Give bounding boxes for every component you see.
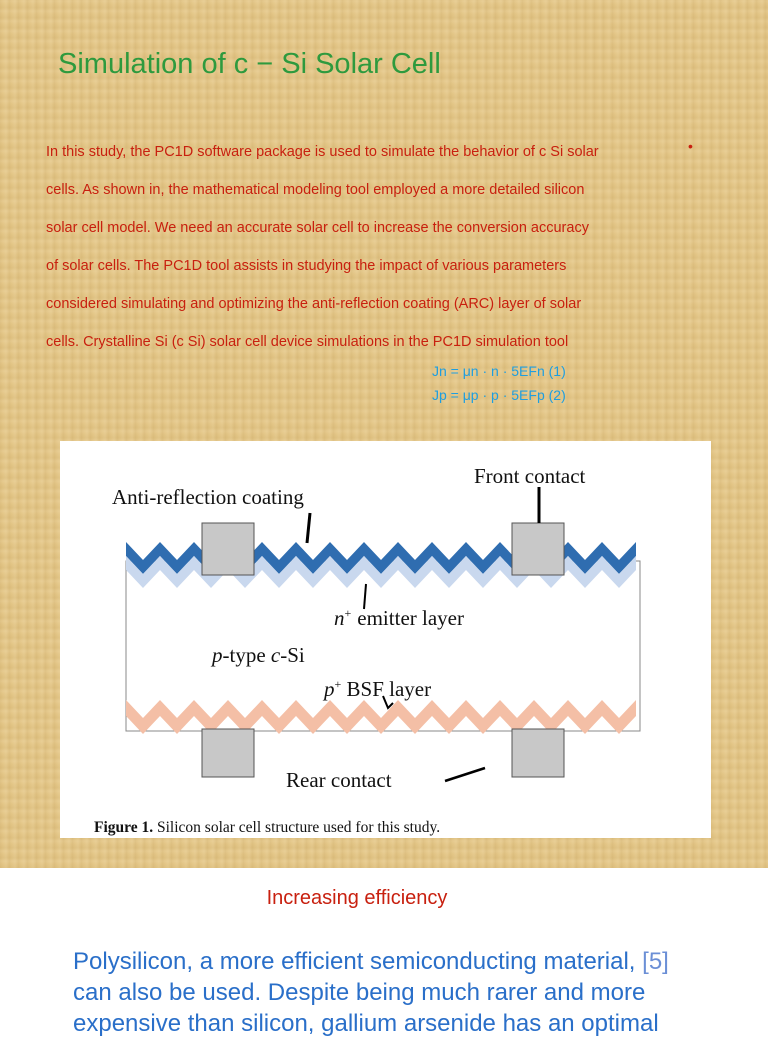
section-subtitle: Increasing efficiency bbox=[266, 887, 448, 909]
body-line: expensive than silicon, gallium arsenide has an optimal bbox=[73, 1010, 659, 1037]
body-paragraph bbox=[73, 946, 723, 1039]
paragraph-line: considered simulating and optimizing the anti-reflection coating (ARC) layer of solar bbox=[46, 296, 582, 312]
equation-jn: Jn = μn · n · 5EFn (1) bbox=[432, 363, 566, 379]
paragraph-line: solar cell model. We need an accurate solar cell to increase the conversion accuracy bbox=[46, 220, 589, 236]
rear-contact-right bbox=[512, 729, 564, 777]
rear-contact-pointer bbox=[445, 768, 485, 781]
paragraph-line: cells. Crystalline Si (c Si) solar cell device simulations in the PC1D simulation tool bbox=[46, 334, 569, 350]
paragraph-line: of solar cells. The PC1D tool assists in studying the impact of various parameters bbox=[46, 258, 567, 274]
reference-link[interactable]: [5] bbox=[642, 948, 669, 975]
body-line: Polysilicon, a more efficient semiconducting material, [5] bbox=[73, 948, 669, 975]
body-line: can also be used. Despite being much rarer and more bbox=[73, 979, 646, 1006]
arc-pointer bbox=[307, 513, 310, 543]
paragraph-line: In this study, the PC1D software package is used to simulate the behavior of c Si solar bbox=[46, 144, 599, 160]
slide-title: Simulation of c − Si Solar Cell bbox=[58, 48, 441, 80]
bullet-marker: • bbox=[688, 138, 693, 154]
front-contact-left bbox=[202, 523, 254, 575]
paragraph-line: cells. As shown in, the mathematical modeling tool employed a more detailed silicon bbox=[46, 182, 585, 198]
solar-cell-figure bbox=[60, 441, 711, 838]
figure-caption: Figure 1. Silicon solar cell structure used for this study. bbox=[94, 819, 441, 836]
rear-contact-label: Rear contact bbox=[286, 768, 392, 792]
p-type-label: p-type c-Si bbox=[212, 643, 305, 667]
intro-paragraph bbox=[46, 133, 696, 361]
front-contact-right bbox=[512, 523, 564, 575]
rear-contact-left bbox=[202, 729, 254, 777]
solar-cell-diagram bbox=[60, 441, 711, 838]
front-contact-label: Front contact bbox=[474, 464, 586, 488]
bsf-layer-label: p+ BSF layer bbox=[324, 677, 432, 701]
equation-jp: Jp = μp · p · 5EFp (2) bbox=[432, 387, 566, 403]
emitter-layer-label: n+ emitter layer bbox=[334, 606, 464, 630]
anti-reflection-label: Anti-reflection coating bbox=[112, 485, 304, 509]
